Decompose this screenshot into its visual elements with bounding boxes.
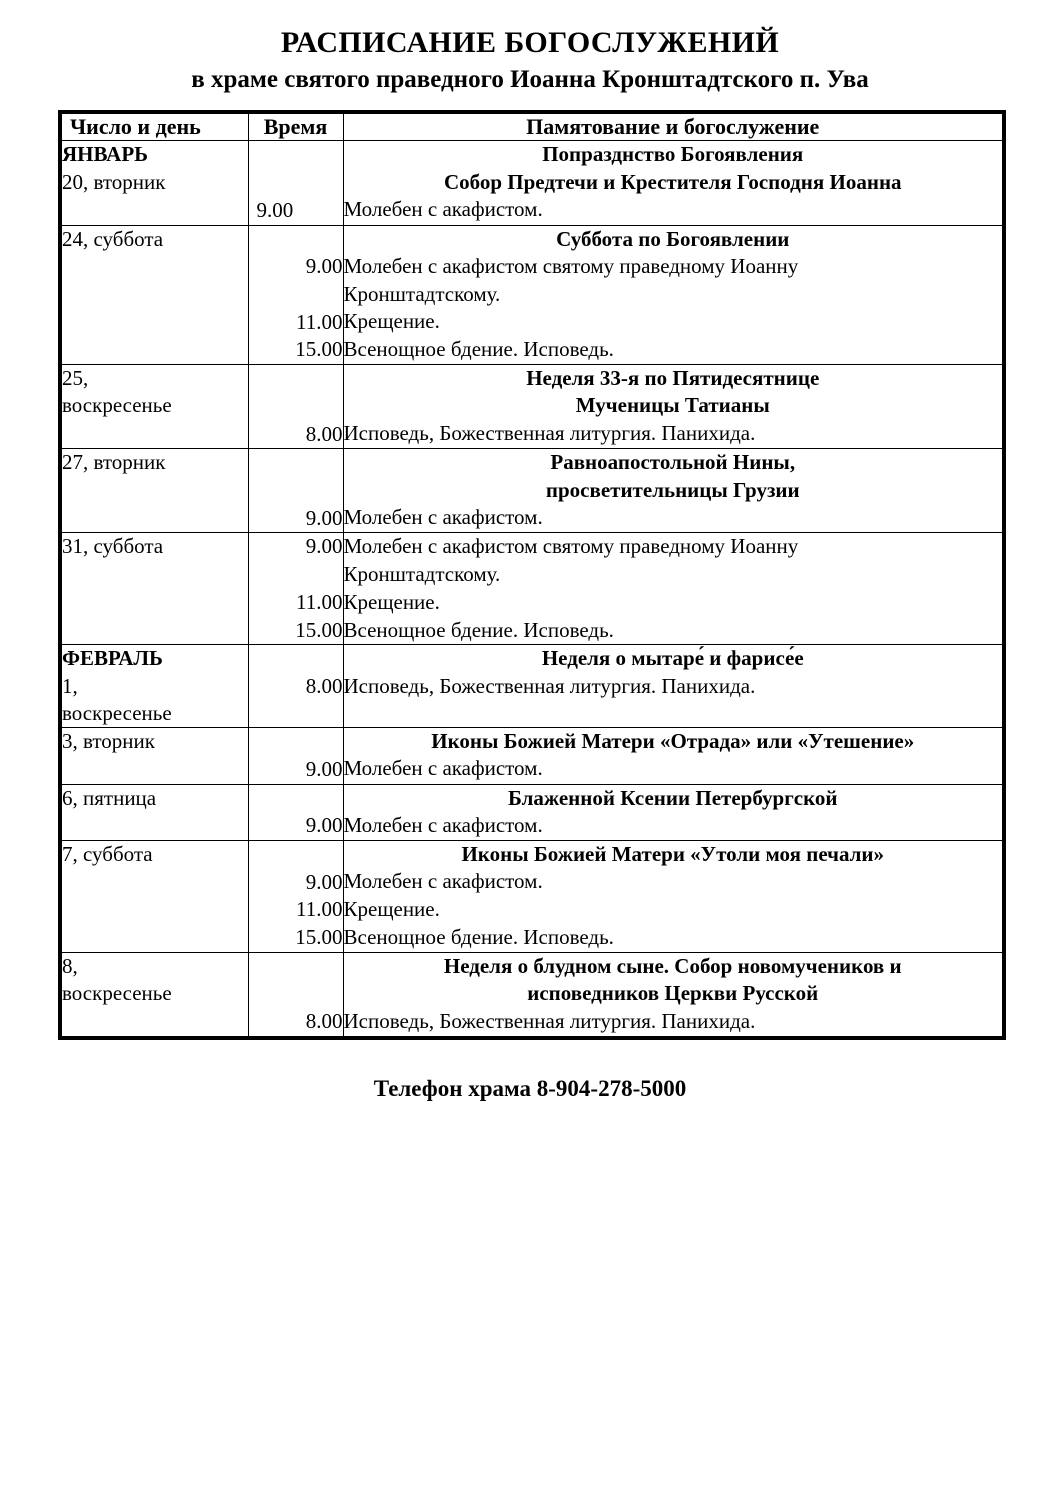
- service-description: Крещение.: [343, 897, 440, 922]
- service-time: 9.00: [305, 813, 343, 838]
- table-row: [60, 784, 1004, 840]
- schedule-date-cell: [60, 225, 248, 365]
- commemoration-heading: Неделя о мытаре́ и фарисе́е: [541, 646, 804, 671]
- schedule-time-cell: [248, 533, 343, 645]
- page-title: РАСПИСАНИЕ БОГОСЛУЖЕНИЙ: [280, 26, 780, 59]
- service-time: 11.00: [296, 309, 343, 334]
- schedule-date-cell: [60, 645, 248, 728]
- service-description: Исповедь, Божественная литургия. Панихида.: [343, 420, 756, 445]
- service-time: 15.00: [295, 337, 343, 362]
- commemoration-heading: Иконы Божией Матери «Утоли моя печали»: [461, 842, 885, 867]
- commemoration-heading: Мученицы Татианы: [575, 393, 770, 418]
- schedule-time-cell: [248, 645, 343, 728]
- service-description: Молебен с акафистом.: [343, 504, 543, 529]
- table-header-row: [60, 112, 1004, 141]
- schedule-date-cell: [60, 533, 248, 645]
- commemoration-heading: Неделя о блудном сыне. Собор новомучеников и: [443, 953, 902, 978]
- service-description: Крещение.: [343, 589, 440, 614]
- schedule-time-cell: [248, 365, 343, 449]
- table-row: [60, 841, 1004, 953]
- service-description: Молебен с акафистом.: [343, 756, 543, 781]
- month-label: ФЕВРАЛЬ: [62, 646, 163, 671]
- page-subtitle: в храме святого праведного Иоанна Кронштадтского п. Ува: [191, 65, 869, 93]
- schedule-event-cell: [343, 141, 1004, 225]
- day-label: 7, суббота: [62, 842, 153, 867]
- table-body: [60, 141, 1004, 1038]
- service-time: 9.00: [305, 869, 343, 894]
- service-time: 8.00: [305, 674, 343, 698]
- table-row: [60, 365, 1004, 449]
- commemoration-heading: исповедников Церкви Русской: [527, 981, 819, 1006]
- table-row: [60, 449, 1004, 533]
- commemoration-heading: Иконы Божией Матери «Отрада» или «Утешение»: [431, 729, 915, 754]
- schedule-event-cell: [343, 533, 1004, 645]
- service-time: 9.00: [305, 534, 343, 559]
- service-time: 11.00: [296, 897, 343, 922]
- service-time: 11.00: [296, 589, 343, 614]
- service-description: Крещение.: [343, 309, 440, 334]
- day-label: 20, вторник: [62, 169, 166, 194]
- schedule-event-cell: [343, 449, 1004, 533]
- table-row: [60, 728, 1004, 784]
- day-label: воскресенье: [62, 700, 172, 725]
- table-row: [60, 952, 1004, 1038]
- schedule-date-cell: [60, 784, 248, 840]
- day-label: 3, вторник: [62, 729, 155, 754]
- commemoration-heading: Равноапостольной Нины,: [550, 450, 796, 475]
- service-time: 9.00: [256, 197, 294, 222]
- service-description: Исповедь, Божественная литургия. Панихида.: [343, 673, 756, 698]
- day-label: 25,: [62, 366, 89, 391]
- schedule-event-cell: [343, 841, 1004, 953]
- service-description: Исповедь, Божественная литургия. Панихида.: [343, 1008, 756, 1033]
- table-row: [60, 225, 1004, 365]
- column-header-event: Памятование и богослужение: [343, 112, 1004, 141]
- commemoration-heading: Блаженной Ксении Петербургской: [508, 785, 838, 810]
- service-description: Молебен с акафистом.: [343, 196, 543, 221]
- schedule-table-wrapper: [58, 110, 1002, 1040]
- commemoration-heading: Собор Предтечи и Крестителя Господня Иоанна: [443, 169, 902, 194]
- service-description: Всенощное бдение. Исповедь.: [343, 336, 614, 361]
- month-label: ЯНВАРЬ: [62, 142, 149, 167]
- schedule-time-cell: [248, 841, 343, 953]
- service-description: Молебен с акафистом святому праведному Иоанну: [343, 534, 799, 559]
- schedule-date-cell: [60, 141, 248, 225]
- schedule-event-cell: [343, 645, 1004, 728]
- schedule-time-cell: [248, 141, 343, 225]
- schedule-table: [58, 110, 1006, 1040]
- service-description: Всенощное бдение. Исповедь.: [343, 924, 614, 949]
- service-description: Молебен с акафистом.: [343, 812, 543, 837]
- day-label: 24, суббота: [62, 226, 164, 251]
- service-description: Молебен с акафистом святому праведному Иоанну: [343, 253, 799, 278]
- service-description: Кронштадтскому.: [343, 562, 501, 587]
- commemoration-heading: Суббота по Богоявлении: [556, 226, 790, 251]
- service-time: 9.00: [305, 505, 343, 530]
- schedule-time-cell: [248, 784, 343, 840]
- service-description: Всенощное бдение. Исповедь.: [343, 617, 614, 642]
- table-row: [60, 141, 1004, 225]
- schedule-date-cell: [60, 952, 248, 1038]
- day-label: 6, пятница: [62, 785, 157, 810]
- service-time: 15.00: [295, 617, 343, 642]
- service-time: 9.00: [305, 756, 343, 781]
- commemoration-heading: Неделя 33-я по Пятидесятнице: [526, 366, 820, 391]
- commemoration-heading: просветительницы Грузии: [545, 477, 800, 502]
- schedule-time-cell: [248, 728, 343, 784]
- schedule-date-cell: [60, 728, 248, 784]
- schedule-date-cell: [60, 449, 248, 533]
- schedule-date-cell: [60, 365, 248, 449]
- service-time: 15.00: [295, 925, 343, 950]
- service-time: 9.00: [305, 254, 343, 279]
- day-label: воскресенье: [62, 393, 172, 418]
- table-row: [60, 645, 1004, 728]
- commemoration-heading: Попразднство Богоявления: [542, 142, 804, 167]
- document-header: [0, 0, 1060, 94]
- schedule-event-cell: [343, 728, 1004, 784]
- day-label: 1,: [62, 673, 78, 698]
- schedule-event-cell: [343, 952, 1004, 1038]
- schedule-time-cell: [248, 225, 343, 365]
- table-header: [60, 112, 1004, 141]
- table-row: [60, 533, 1004, 645]
- day-label: 27, вторник: [62, 450, 166, 475]
- schedule-event-cell: [343, 225, 1004, 365]
- schedule-event-cell: [343, 365, 1004, 449]
- column-header-time: Время: [248, 112, 343, 141]
- schedule-date-cell: [60, 841, 248, 953]
- day-label: воскресенье: [62, 981, 172, 1006]
- day-label: 8,: [62, 953, 78, 978]
- footer-phone: Телефон храма 8-904-278-5000: [373, 1076, 687, 1102]
- service-description: Кронштадтскому.: [343, 281, 501, 306]
- day-label: 31, суббота: [62, 534, 164, 559]
- service-time: 8.00: [305, 1009, 343, 1034]
- column-header-date: Число и день: [60, 112, 248, 141]
- schedule-time-cell: [248, 952, 343, 1038]
- schedule-time-cell: [248, 449, 343, 533]
- schedule-event-cell: [343, 784, 1004, 840]
- service-time: 8.00: [305, 421, 343, 446]
- service-description: Молебен с акафистом.: [343, 869, 543, 894]
